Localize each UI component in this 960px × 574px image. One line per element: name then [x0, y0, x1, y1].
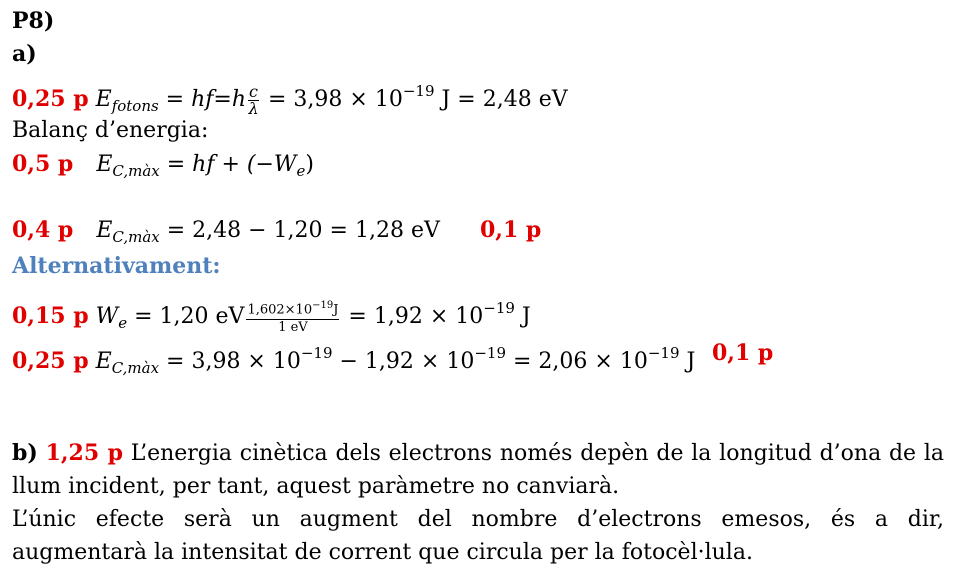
math-expression: J: [514, 304, 531, 329]
fraction-numerator: [246, 298, 339, 319]
math-symbol: W: [95, 304, 119, 329]
fraction-numerator-unit: J: [333, 302, 339, 318]
balance-label: Balanç d’energia:: [12, 118, 209, 143]
points-badge-extra: 0,1 p: [480, 217, 542, 243]
part-b-label: b): [12, 440, 38, 466]
fraction-denominator: λ: [248, 98, 259, 118]
math-subscript: fotons: [111, 97, 159, 115]
kinetic-energy-result-line: [12, 215, 440, 252]
math-exponent: −19: [474, 344, 506, 362]
math-exponent: −19: [647, 344, 680, 362]
math-expression: = 3,98 × 10: [159, 349, 301, 374]
math-symbol: E: [96, 218, 113, 243]
math-expression: = hf=h: [158, 87, 247, 112]
math-expression: J: [679, 349, 696, 374]
math-subscript: C,màx: [112, 162, 160, 180]
fraction-denominator: 1 eV: [278, 319, 308, 335]
problem-title: P8): [12, 8, 55, 34]
photon-energy-line: [12, 76, 568, 121]
math-symbol: E: [95, 349, 112, 374]
part-a-label: a): [12, 41, 37, 67]
math-expression: = 2,06 × 10: [506, 349, 648, 374]
math-expression: ): [305, 152, 314, 177]
math-subscript: e: [296, 162, 306, 180]
math-expression: − 1,92 × 10: [332, 349, 475, 374]
math-subscript: C,màx: [111, 359, 160, 377]
part-b-paragraph-1: [12, 437, 944, 503]
fraction-numerator: c: [249, 81, 258, 101]
fraction-numerator-exponent: −19: [312, 300, 334, 312]
part-b-paragraph-2: L’únic efecte serà un augment del nombre d’electrons emesos, és a dir, augmentarà la intensitat de corrent que circula per la fotocèl·lula.: [12, 507, 944, 565]
points-badge-extra: 0,1 p: [712, 340, 774, 366]
kinetic-energy-joule-line: [12, 338, 695, 383]
math-subscript: C,màx: [112, 228, 160, 246]
fraction-ev-to-joule: [246, 298, 339, 335]
math-exponent: −19: [483, 299, 515, 317]
alternative-label: Alternativament:: [12, 253, 221, 279]
math-expression: = 1,20 eV: [127, 304, 245, 329]
points-badge: 0,25 p: [12, 348, 89, 374]
math-symbol: E: [95, 87, 112, 112]
math-expression: J = 2,48 eV: [434, 87, 568, 112]
points-badge: 0,4 p: [12, 217, 74, 243]
math-exponent: −19: [402, 82, 435, 100]
points-badge: 1,25 p: [45, 440, 123, 466]
part-b-text: L’energia cinètica dels electrons només depèn de la longitud d’ona de la llum incident, per tant, aquest paràmetre no canviarà.: [12, 441, 944, 499]
work-function-line: [12, 293, 531, 338]
math-subscript: e: [118, 314, 128, 332]
points-badge: 0,25 p: [12, 86, 89, 112]
math-expression: = 2,48 − 1,20 = 1,28 eV: [159, 218, 440, 243]
fraction-numerator-value: 1,602×10: [247, 302, 313, 318]
math-symbol: E: [96, 152, 113, 177]
energy-balance-line: [12, 149, 314, 186]
math-expression: = 1,92 × 10: [341, 304, 484, 329]
points-badge: 0,15 p: [12, 303, 89, 329]
points-badge: 0,5 p: [12, 151, 74, 177]
math-expression: = 3,98 × 10: [261, 87, 403, 112]
fraction-c-over-lambda: [248, 81, 259, 118]
math-exponent: −19: [300, 344, 333, 362]
math-expression: = hf + (−W: [159, 152, 297, 177]
